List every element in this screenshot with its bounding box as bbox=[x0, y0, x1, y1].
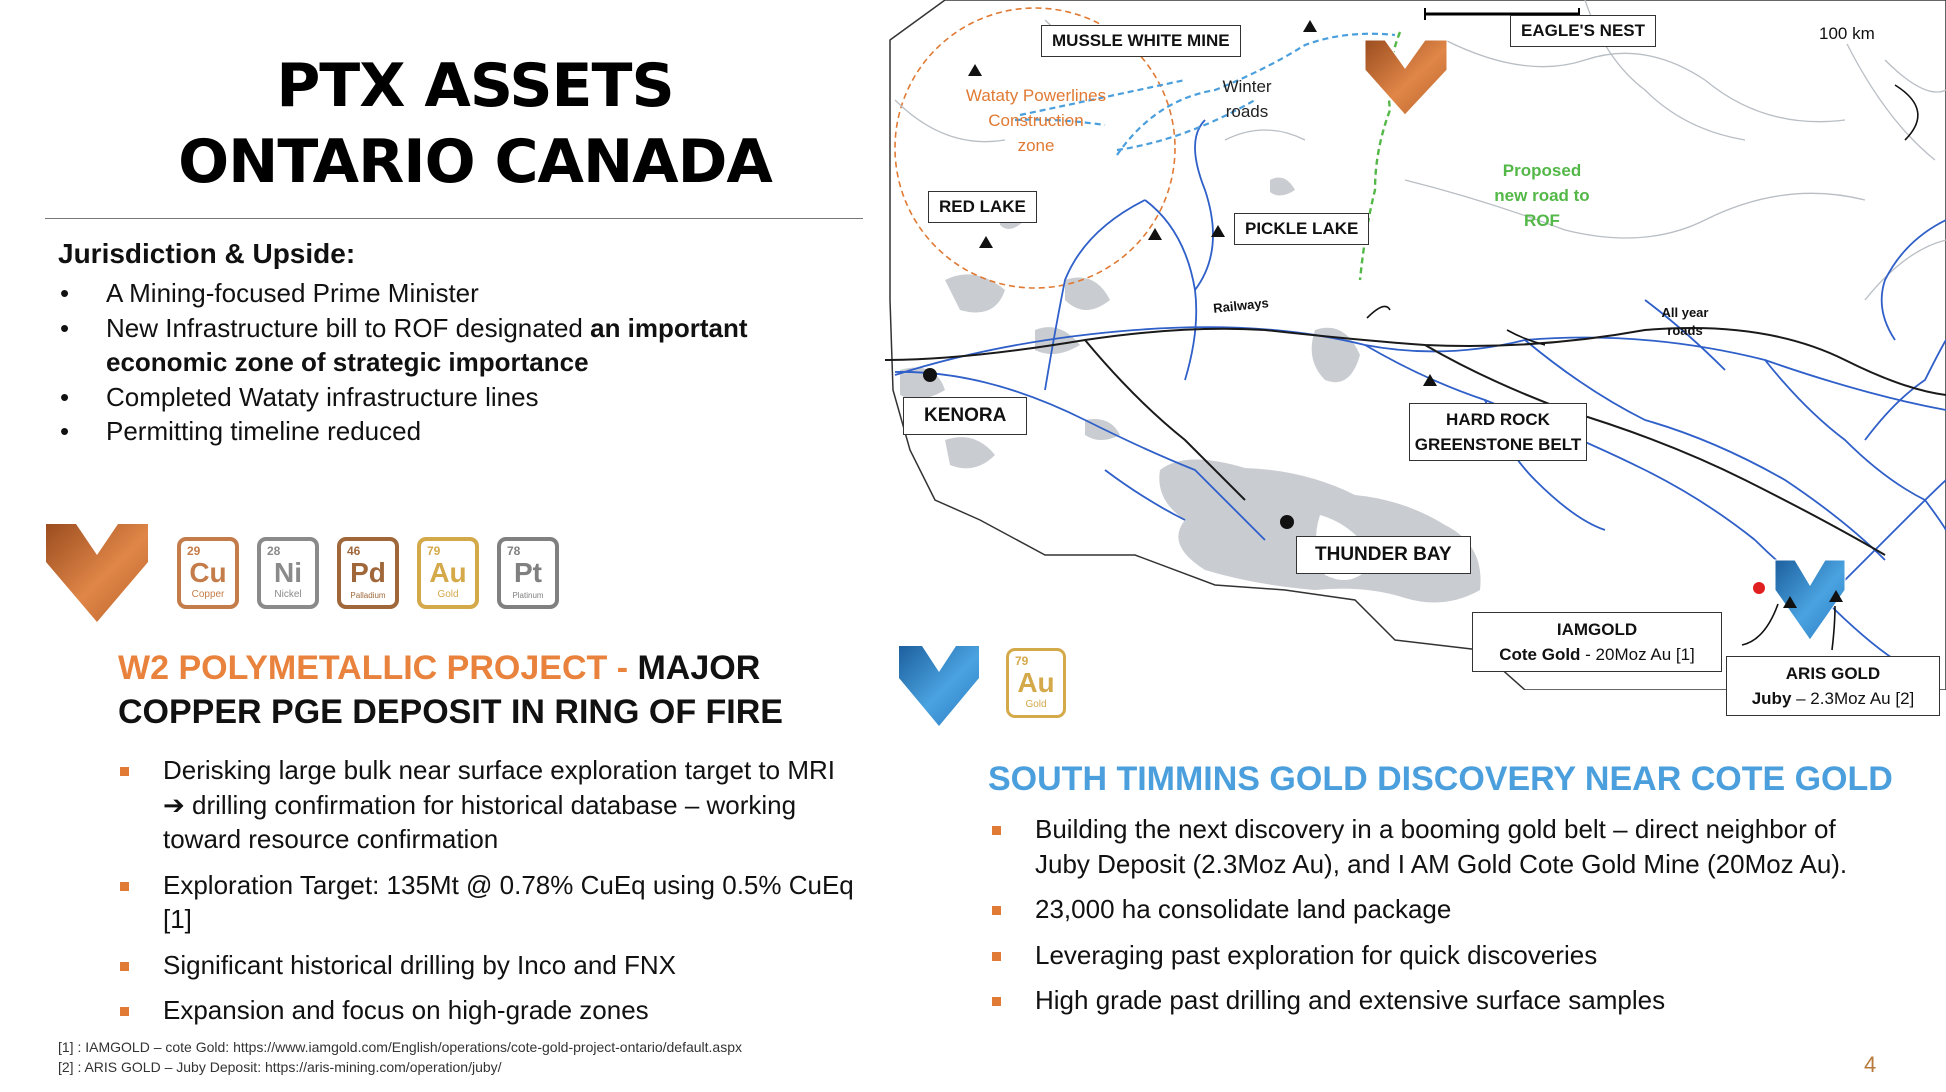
element-name: Nickel bbox=[274, 589, 302, 600]
iamgold-title: IAMGOLD bbox=[1556, 620, 1638, 639]
w2-list bbox=[118, 753, 858, 1039]
orange-chevron-icon bbox=[44, 520, 150, 624]
element-tile bbox=[497, 537, 559, 609]
w2-item-text: Expansion and focus on high-grade zones bbox=[163, 995, 649, 1025]
w2-heading bbox=[118, 646, 878, 734]
w2-list-item bbox=[118, 948, 858, 983]
st-item-text: Leveraging past exploration for quick discoveries bbox=[1035, 939, 1598, 970]
element-symbol: Ni bbox=[274, 557, 302, 588]
page-number: 4 bbox=[1864, 1052, 1877, 1077]
element-number: 78 bbox=[507, 544, 521, 558]
w2-item-text: Exploration Target: 135Mt @ 0.78% CuEq using 0.5% CuEq [1] bbox=[163, 869, 854, 934]
eagles-nest-label: EAGLE'S NEST bbox=[1510, 15, 1656, 47]
w2-list-item bbox=[118, 868, 858, 937]
jurisdiction-list bbox=[58, 276, 778, 449]
element-tile bbox=[417, 537, 479, 609]
thunder-bay-label: THUNDER BAY bbox=[1296, 536, 1471, 574]
element-tile bbox=[257, 537, 319, 609]
jurisdiction-item-text: A Mining-focused Prime Minister bbox=[106, 278, 479, 308]
jurisdiction-item-text: Permitting timeline reduced bbox=[106, 416, 422, 446]
railways-label: Railways bbox=[1212, 295, 1270, 316]
hard-rock-line-2: GREENSTONE BELT bbox=[1414, 435, 1582, 454]
thunder-bay-marker-icon bbox=[1280, 515, 1294, 529]
st-item-text: Building the next discovery in a booming gold belt – direct neighbor of Juby Deposit (2.3Moz Au), and I AM Gold Cote Gold Mine (20Moz Au). bbox=[1035, 814, 1848, 879]
element-name: Gold bbox=[437, 589, 459, 600]
south-timmins-list bbox=[990, 812, 1890, 1029]
scale-label: 100 km bbox=[1819, 24, 1875, 43]
st-item-text: 23,000 ha consolidate land package bbox=[1035, 894, 1452, 924]
aris-title: ARIS GOLD bbox=[1785, 664, 1881, 683]
element-symbol: Au bbox=[429, 557, 467, 588]
title-line-1: PTX ASSETS bbox=[276, 51, 674, 121]
w2-item-text: Derisking large bulk near surface exploration target to MRI bbox=[163, 755, 835, 785]
kenora-marker-icon bbox=[923, 368, 937, 382]
jurisdiction-item-text: Completed Wataty infrastructure lines bbox=[106, 381, 539, 412]
title-line-2: ONTARIO CANADA bbox=[178, 127, 772, 197]
iamgold-label bbox=[1472, 612, 1722, 672]
winter-roads-label: Winter roads bbox=[1222, 77, 1272, 121]
iamgold-resource: - 20Moz Au [1] bbox=[1580, 645, 1695, 664]
element-name: Copper bbox=[191, 589, 225, 600]
mussle-white-label: MUSSLE WHITE MINE bbox=[1041, 25, 1241, 57]
footnote-1[interactable]: [1] : IAMGOLD – cote Gold: https://www.iamgold.com/English/operations/cote-gold-project-ontario/default.aspx bbox=[58, 1039, 742, 1055]
element-name: Platinum bbox=[512, 591, 544, 600]
aris-gold-label bbox=[1726, 656, 1940, 716]
element-name: Gold bbox=[1025, 699, 1047, 710]
element-number: 79 bbox=[1015, 654, 1029, 668]
jurisdiction-item-text: New Infrastructure bill to ROF designated bbox=[106, 312, 591, 343]
jurisdiction-heading: Jurisdiction & Upside: bbox=[58, 238, 356, 269]
page-title bbox=[80, 48, 870, 200]
element-number: 46 bbox=[347, 544, 361, 558]
w2-item-text: Significant historical drilling by Inco and FNX bbox=[163, 949, 677, 980]
jurisdiction-item bbox=[58, 380, 778, 415]
element-number: 29 bbox=[187, 544, 201, 558]
all-year-roads-label: All year roads bbox=[1661, 305, 1709, 338]
wataty-zone-label: Wataty Powerlines Construction zone bbox=[965, 86, 1107, 155]
w2-list-item bbox=[118, 993, 858, 1028]
iamgold-deposit: Cote Gold bbox=[1499, 645, 1581, 664]
element-tile bbox=[337, 537, 399, 609]
pickle-lake-label: PICKLE LAKE bbox=[1234, 213, 1369, 245]
element-symbol: Pd bbox=[350, 557, 386, 588]
jurisdiction-item bbox=[58, 311, 778, 380]
element-number: 28 bbox=[267, 544, 281, 558]
element-symbol: Cu bbox=[189, 557, 227, 588]
st-list-item bbox=[990, 938, 1890, 973]
w2-heading-black: MAJOR COPPER PGE DEPOSIT IN RING OF FIRE bbox=[118, 649, 783, 731]
st-list-item bbox=[990, 892, 1890, 927]
jurisdiction-item-emphasis: an important economic zone of strategic importance bbox=[106, 312, 748, 377]
south-timmins-heading: SOUTH TIMMINS GOLD DISCOVERY NEAR COTE GOLD bbox=[988, 760, 1893, 798]
element-symbol: Pt bbox=[514, 557, 542, 588]
element-symbol: Au bbox=[1017, 667, 1055, 698]
proposed-road-label: Proposed new road to ROF bbox=[1494, 161, 1590, 230]
title-divider bbox=[45, 218, 863, 219]
aris-resource: – 2.3Moz Au [2] bbox=[1791, 689, 1915, 708]
st-list-item bbox=[990, 983, 1890, 1018]
kenora-label: KENORA bbox=[903, 397, 1027, 435]
w2-heading-orange: W2 POLYMETALLIC PROJECT - bbox=[118, 649, 638, 687]
footnote-2[interactable]: [2] : ARIS GOLD – Juby Deposit: https://aris-mining.com/operation/juby/ bbox=[58, 1059, 502, 1075]
element-tile bbox=[177, 537, 239, 609]
red-location-dot bbox=[1753, 582, 1765, 594]
hard-rock-label bbox=[1409, 403, 1587, 461]
jurisdiction-item bbox=[58, 414, 778, 449]
st-list-item bbox=[990, 812, 1890, 881]
st-item-text: High grade past drilling and extensive surface samples bbox=[1035, 985, 1666, 1015]
arrow-right-icon: ➔ bbox=[163, 789, 185, 820]
jurisdiction-item bbox=[58, 276, 778, 311]
red-lake-label: RED LAKE bbox=[928, 191, 1037, 223]
element-number: 79 bbox=[427, 544, 441, 558]
hard-rock-line-1: HARD ROCK bbox=[1446, 410, 1550, 429]
w2-item-text: drilling confirmation for historical database – working toward resource confirmation bbox=[163, 789, 797, 854]
w2-list-item bbox=[118, 753, 858, 857]
aris-deposit: Juby bbox=[1751, 689, 1792, 708]
element-name: Palladium bbox=[350, 591, 386, 600]
